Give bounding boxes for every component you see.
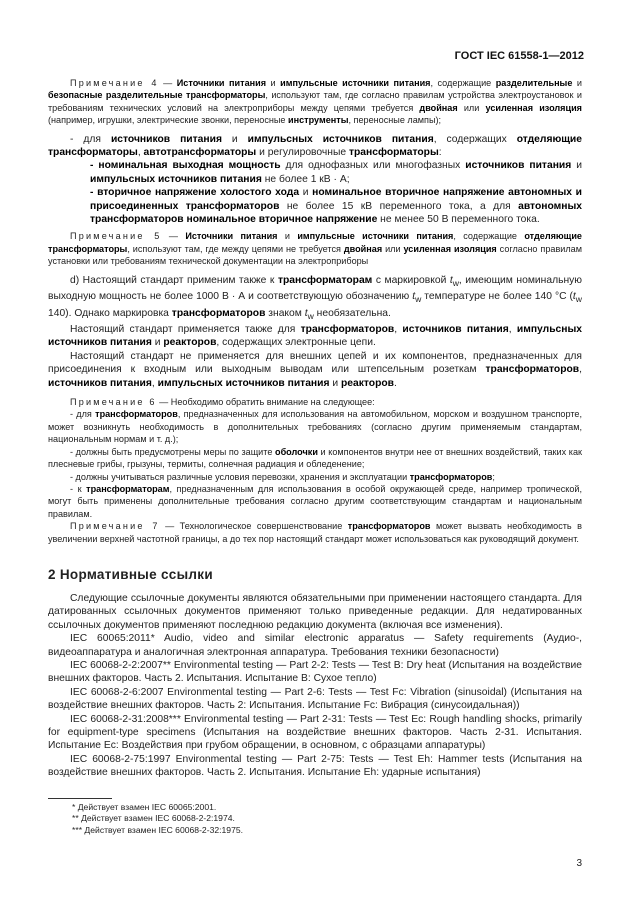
note-6-item: - к трансформаторам, предназначенным для использования в особой окружающей среде, например тропической, могут быть применены дополнительные требования согласно другим соответствующим стандартам и национальным правилам.: [48, 483, 583, 519]
paragraph-dash-list: - для источников питания и импульсных источников питания, содержащих отделяющие трансформаторы, автотрансформаторы и регулировочные трансформаторы:: [48, 133, 582, 159]
note-6-item: - должны учитываться различные условия перевозки, хранения и эксплуатации трансформаторов;: [70, 471, 495, 482]
footnote: ** Действует взамен IEC 60068-2-2:1974.: [72, 813, 235, 824]
note-6: Примечание 6 — Необходимо обратить внимание на следующее:: [70, 397, 375, 408]
sub-item-power: - номинальная выходная мощность для однофазных или многофазных источников питания и импульсных источников питания не более 1 кВ · А;: [90, 160, 582, 185]
note-5: Примечание 5 — Источники питания и импульсные источники питания, содержащие отделяющие трансформаторы, используют там, где между цепями не требуется двойная или усиленная изоляция согласно правилам установки или требованиям технической документации на электроприборы: [48, 231, 582, 267]
reference-item: IEC 60068-2-6:2007 Environmental testing — Part 2-6: Tests — Test Fc: Vibration (sinusoidal) (Испытания на воздействие внешних факторов. Часть 2: Испытания. Испытание Fc: Вибрация (синусоидальная)): [48, 686, 582, 712]
section-heading: 2 Нормативные ссылки: [48, 566, 213, 582]
page-content: [48, 77, 582, 836]
paragraph-d: d) Настоящий стандарт применим также к трансформаторам с маркировкой $t_w$, имеющим номинальную выходную мощность не более 1000 В · А и соответствующую обозначению $t_w$ температуре не более 140 °С ($t_w$ 140). Однако маркировка трансформаторов знаком $t_w$ необязательна.: [48, 274, 582, 321]
paragraph-not-applies: Настоящий стандарт не применяется для внешних цепей и их компонентов, предназначенных для присоединения к входным или выходным выводам или штепсельным розеткам трансформаторов, источников питания, импульсных источников питания и реакторов.: [48, 350, 582, 389]
note-4: Примечание 4 — Источники питания и импульсные источники питания, содержащие разделительные и безопасные разделительные трансформаторы, используют там, где согласно правилам устройства электроустановок и требованиям технических условий на электроприборы между цепями требуется двойная или усиленная изоляция (например, игрушки, электрические звонки, переносные инструменты, переносные лампы);: [48, 78, 582, 126]
note-label: Примечание 5: [70, 231, 162, 242]
note-label: Примечание 6: [70, 397, 157, 408]
page-number: 3: [576, 858, 582, 869]
reference-item: IEC 60068-2-75:1997 Environmental testing — Part 2-75: Tests — Test Eh: Hammer tests (Испытания на воздействие внешних факторов. Часть 2. Испытания. Испытание Eh: ударные испытания): [48, 753, 582, 779]
footnote: *** Действует взамен IEC 60068-2-32:1975.: [72, 824, 244, 835]
note-label: Примечание 7: [70, 521, 160, 532]
references-intro: Следующие ссылочные документы являются обязательными при применении настоящего стандарта. Для датированных ссылочных документов применяют только приведенные редакции. Для недатированных ссылочных документов применяют последнюю редакцию документа (включая все изменения).: [48, 592, 582, 631]
note-6-item: - для трансформаторов, предназначенных для использования на автомобильном, морском и воздушном транспорте, может возникнуть необходимость в дополнительных требованиях (согласно другим применяемым стандартам, национальным нормам и т. д.);: [48, 409, 582, 445]
footnote: * Действует взамен IEC 60065:2001.: [72, 801, 217, 812]
reference-item: IEC 60065:2011* Audio, video and similar electronic apparatus — Safety requirements (Аудио-, видеоаппаратура и аналогичная электронная аппаратура. Требования техники безопасности): [48, 633, 582, 658]
note-label: Примечание 4: [70, 78, 159, 88]
reference-item: IEC 60068-2-31:2008*** Environmental testing — Part 2-31: Tests — Test Ec: Rough handling shocks, primarily for equipment-type specimens (Испытания на воздействие внешних факторов. Часть 2-31. Испытания. Испытание Ec: Воздействия при грубом обращении, в основном, с образцами аппаратуры): [48, 713, 582, 752]
footnote-divider: [48, 798, 112, 799]
reference-item: IEC 60068-2-2:2007** Environmental testing — Part 2-2: Tests — Test B: Dry heat (Испытания на воздействие внешних факторов. Часть 2. Испытания. Испытание В: Сухое тепло): [48, 659, 582, 685]
paragraph-also-applies: Настоящий стандарт применяется также для трансформаторов, источников питания, импульсных источников питания и реакторов, содержащих электронные цепи.: [48, 324, 582, 349]
sub-item-voltage: - вторичное напряжение холостого хода и номинальное вторичное напряжение автономных и присоединенных трансформаторов не более 15 кВ переменного тока, а для автономных трансформаторов номинальное вторичное напряжение не менее 50 В переменного тока.: [90, 187, 582, 226]
note-6-item: - должны быть предусмотрены меры по защите оболочки и компонентов внутри нее от внешних воздействий, таких как плесневые грибы, грызуны, термиты, солнечная радиация и обледенение;: [48, 446, 582, 470]
note-7: Примечание 7 — Технологическое совершенствование трансформаторов может вызвать необходимость в увеличении верхней частотной границы, а до тех пор настоящий стандарт может использоваться как руководящий документ.: [48, 521, 582, 544]
document-code: ГОСТ IEC 61558-1—2012: [454, 50, 584, 62]
